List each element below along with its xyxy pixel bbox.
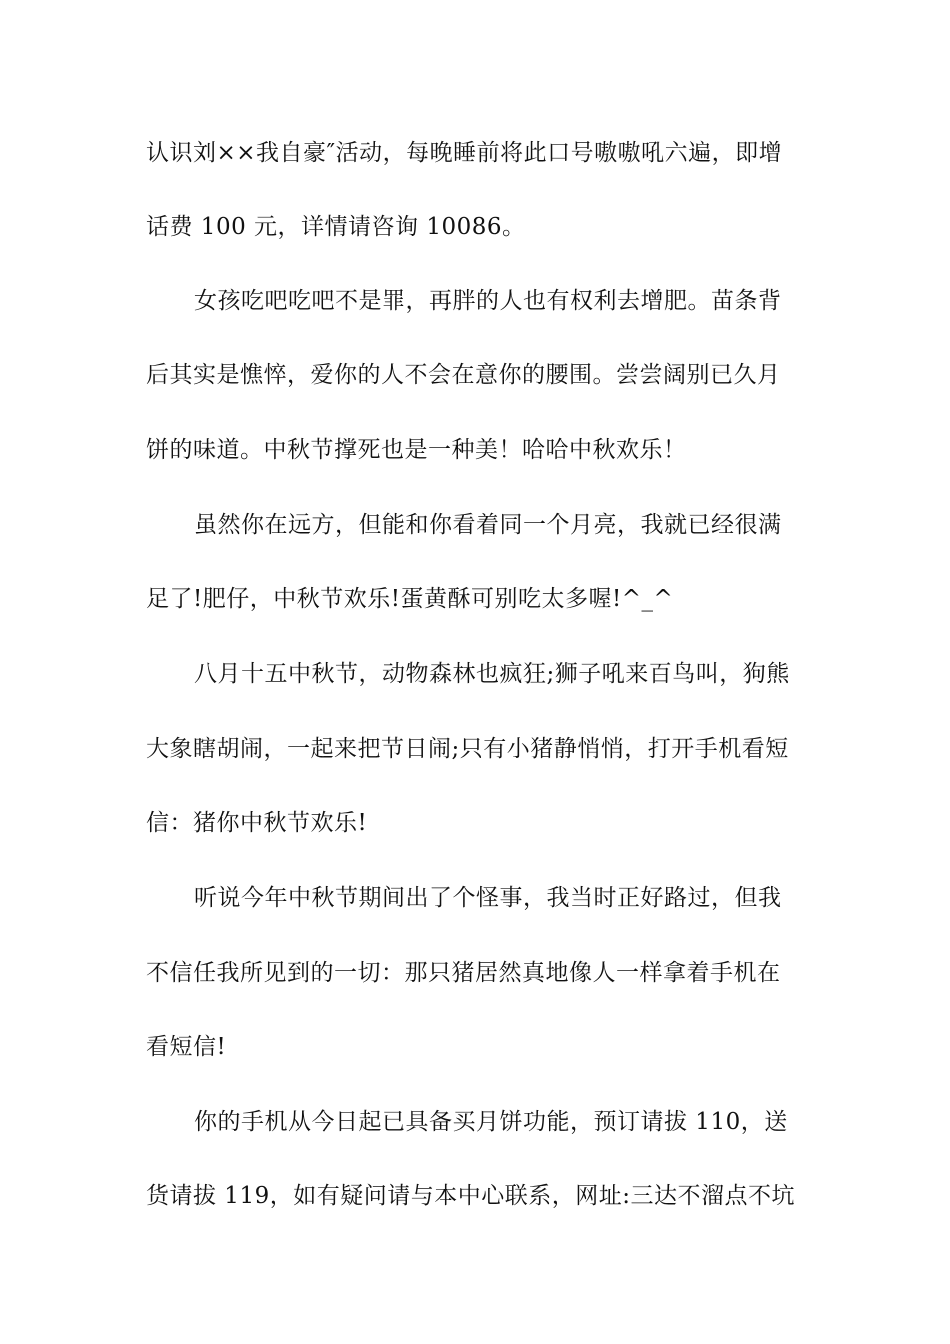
paragraph-first-line: 你的手机从今日起已具备买月饼功能，预订请拔 110，送 bbox=[194, 1109, 788, 1135]
paragraph-first-line: 听说今年中秋节期间出了个怪事，我当时正好路过，但我 bbox=[194, 885, 782, 911]
paragraph-first-line: 虽然你在远方，但能和你看着同一个月亮，我就已经很满 bbox=[194, 512, 782, 538]
text-line: 话费 100 元，详情请咨询 10086。 bbox=[146, 214, 526, 240]
text-line: 信：猪你中秋节欢乐! bbox=[146, 810, 368, 836]
text-line: 饼的味道。中秋节撑死也是一种美！哈哈中秋欢乐！ bbox=[146, 437, 687, 463]
text-line: 后其实是憔悴，爱你的人不会在意你的腰围。尝尝阔别已久月 bbox=[146, 362, 781, 388]
text-line: 认识刘××我自豪″活动，每晚睡前将此口号嗷嗷吼六遍，即增 bbox=[146, 140, 783, 166]
text-line: 足了!肥仔，中秋节欢乐!蛋黄酥可别吃太多喔!^_^ bbox=[146, 586, 674, 612]
paragraph-first-line: 八月十五中秋节，动物森林也疯狂;狮子吼来百鸟叫，狗熊 bbox=[194, 661, 790, 687]
paragraph-first-line: 女孩吃吧吃吧不是罪，再胖的人也有权利去增肥。苗条背 bbox=[194, 288, 782, 314]
text-line: 货请拔 119，如有疑问请与本中心联系，网址:三达不溜点不坑 bbox=[146, 1183, 795, 1209]
text-line: 不信任我所见到的一切：那只猪居然真地像人一样拿着手机在 bbox=[146, 960, 781, 986]
text-line: 大象瞎胡闹，一起来把节日闹;只有小猪静悄悄，打开手机看短 bbox=[146, 736, 789, 762]
text-line: 看短信! bbox=[146, 1034, 227, 1060]
